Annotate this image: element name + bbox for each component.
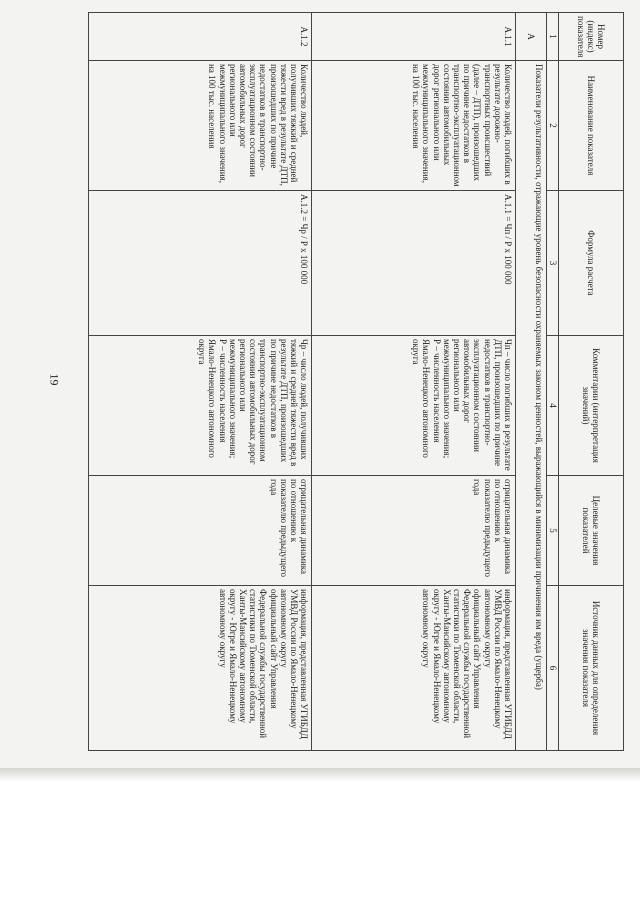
row-target: отрицательная динамика по отношению к показателю предыдущего года: [89, 476, 312, 586]
header-source: Источник данных для определения значения показателя: [559, 586, 624, 751]
row-formula: А.1.2 = Чр / Р х 100 000: [89, 191, 312, 336]
column-number: 1: [547, 13, 559, 61]
indicators-table: [88, 12, 624, 751]
row-comment: Чр – число людей, получивших тяжкий и средней тяжести вред в результате ДТП, произошедших по причине недостатков в транспортно-эксплуатационном состоянии автомобильных дорог регионального или межмуниципального значения; Р – численность населения Ямало-Ненецкого автономного округа: [89, 336, 312, 476]
table-row: [89, 13, 312, 751]
column-number: 5: [547, 476, 559, 586]
page-number: 19: [47, 373, 62, 386]
row-target: отрицательная динамика по отношению к показателю предыдущего года: [312, 476, 516, 586]
header-name: Наименование показателя: [559, 61, 624, 191]
header-row: [559, 13, 624, 751]
column-number: 6: [547, 586, 559, 751]
section-title: Показатели результативности, отражающие уровень безопасности охраняемых законом ценностей, выражающийся в минимизации причинения им вреда (ущерба): [516, 61, 547, 751]
row-formula: А.1.1 = Чп / Р х 100 000: [312, 191, 516, 336]
row-name: Количество людей, погибших в результате дорожно-транспортных происшествий (далее – ДТП), произошедших по причине недостатков в транспортно-эксплуатационном состоянии автомобильных дорог регионального или межмуниципального значения, на 100 тыс. населения: [312, 61, 516, 191]
rotated-table-container: [88, 12, 624, 750]
column-number: 3: [547, 191, 559, 336]
scan-edge-shadow: [0, 768, 640, 782]
column-number: 4: [547, 336, 559, 476]
section-row: [516, 13, 547, 751]
row-index: А.1.1: [312, 13, 516, 61]
column-number: 2: [547, 61, 559, 191]
row-source: информация, представленная УГИБДД УМВД России по Ямало-Ненецкому автономному округу официальный сайт Управления Федеральной службы государственной статистики по Тюменской области, Ханты-Мансийскому автономному округу - Югре и Ямало-Ненецкому автономному округу: [312, 586, 516, 751]
header-index: Номер (индекс) показателя: [559, 13, 624, 61]
row-name: Количество людей, получивших тяжкий и средней тяжести вред в результате ДТП, произошедших по причине недостатков в транспортно-эксплуатационном состоянии автомобильных дорог регионального или межмуниципального значения, на 100 тыс. населения: [89, 61, 312, 191]
row-index: А.1.2: [89, 13, 312, 61]
column-number-row: [547, 13, 559, 751]
header-formula: Формула расчета: [559, 191, 624, 336]
table-row: [312, 13, 516, 751]
header-target: Целевые значения показателей: [559, 476, 624, 586]
row-source: информация, представленная УГИБДД УМВД России по Ямало-Ненецкому автономному округу официальный сайт Управления Федеральной службы государственной статистики по Тюменской области, Ханты-Мансийскому автономному округу - Югре и Ямало-Ненецкому автономному округу: [89, 586, 312, 751]
row-comment: Чп – число погибших в результате ДТП, произошедших по причине недостатков в транспортно-эксплуатационном состоянии автомобильных дорог регионального или межмуниципального значения; Р – численность населения Ямало-Ненецкого автономного округа: [312, 336, 516, 476]
header-comment: Комментарии (интерпретация значений): [559, 336, 624, 476]
section-index: А: [516, 13, 547, 61]
